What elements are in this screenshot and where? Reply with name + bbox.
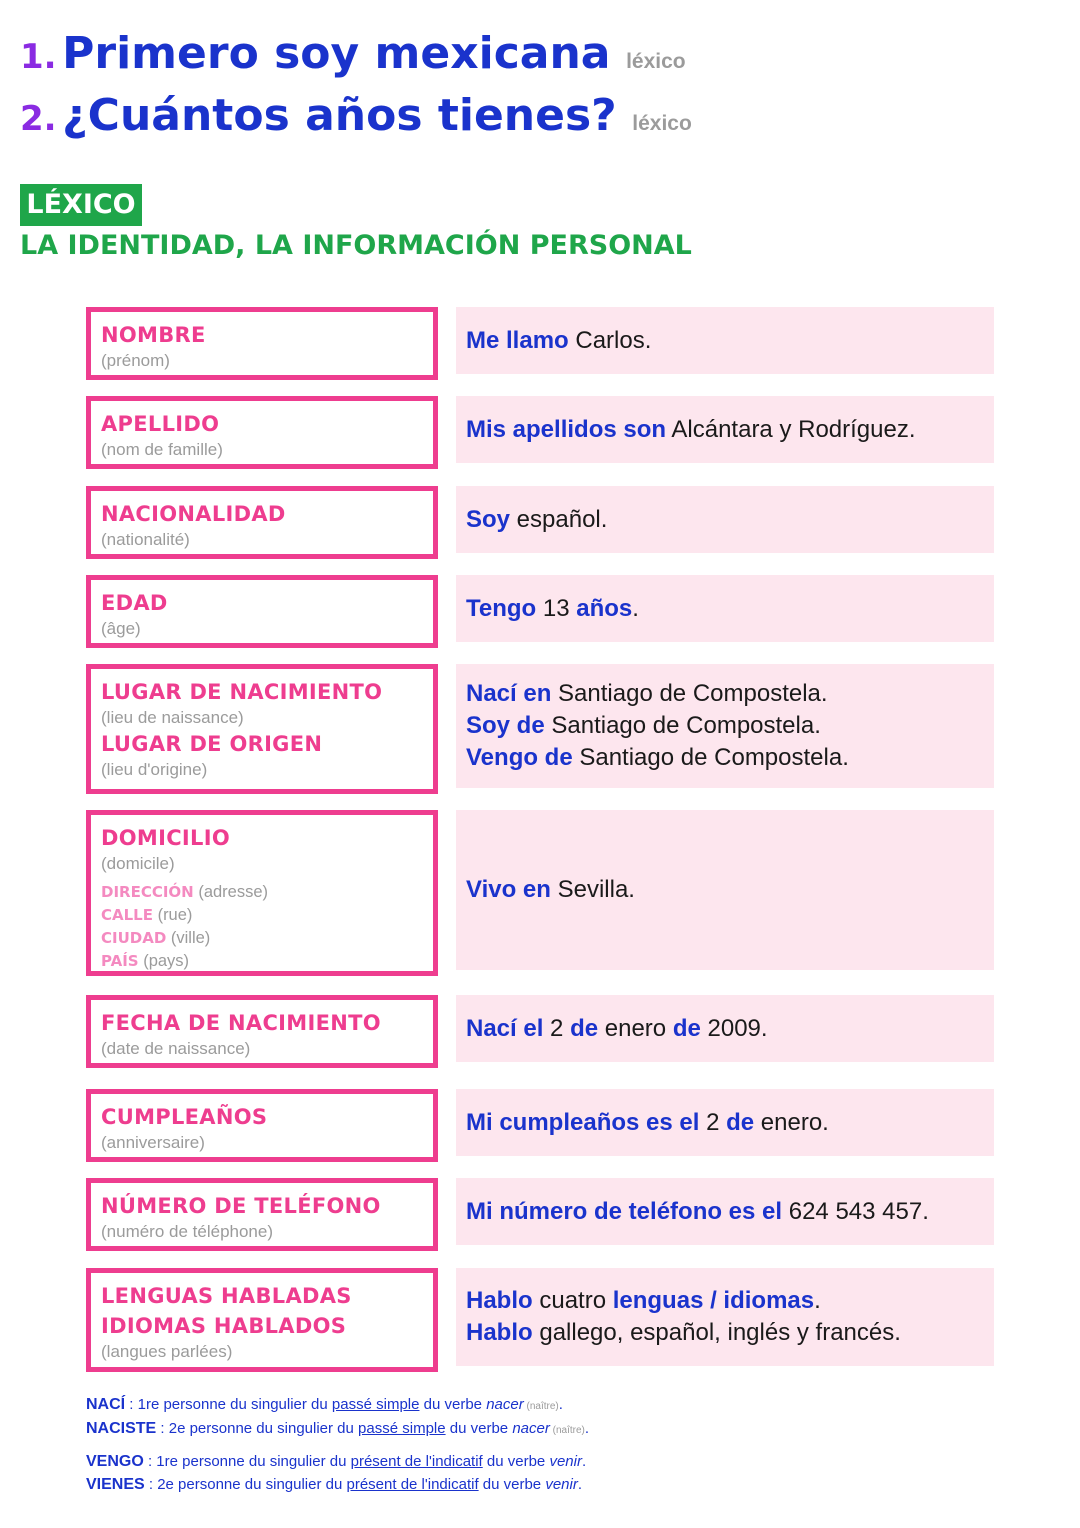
example-box-nombre [456,307,994,374]
label-box-cumpleanos [86,1089,438,1162]
example-box-cumpleanos [456,1089,994,1156]
label-heading: DOMICILIO [101,826,230,850]
footnote-vienes: VIENES : 2e personne du singulier du présent de l'indicatif du verbe venir. [86,1476,583,1493]
label-heading: CUMPLEAÑOS [101,1105,268,1129]
example-sentence: Mis apellidos son Alcántara y Rodríguez. [466,415,916,443]
label-heading: NOMBRE [101,323,206,347]
label-translation: (nom de famille) [101,440,223,459]
label-heading-2: IDIOMAS HABLADOS [101,1314,347,1338]
title-2-number: 2. [20,99,57,139]
example-box-nacionalidad [456,486,994,553]
example-sentence-3: Vengo de Santiago de Compostela. [466,744,849,771]
sub-item-direccion: DIRECCIÓN (adresse) [101,883,269,901]
label-heading-2: LUGAR DE ORIGEN [101,732,323,756]
example-box-lugar [456,664,994,788]
label-translation: (langues parlées) [101,1342,233,1361]
label-heading: LENGUAS HABLADAS [101,1284,352,1308]
example-box-edad [456,575,994,642]
label-box-fecha [86,995,438,1068]
label-translation-2: (lieu d'origine) [101,760,208,779]
title-2 [20,90,692,141]
example-sentence: Nací el 2 de enero de 2009. [466,1014,768,1042]
sub-item-ciudad: CIUDAD (ville) [101,929,211,947]
label-translation: (numéro de téléphone) [101,1222,274,1241]
title-1-text: Primero soy mexicana [62,28,611,79]
label-translation: (prénom) [101,351,170,370]
label-heading: NACIONALIDAD [101,502,286,526]
footnote-naci: NACÍ : 1re personne du singulier du passé simple du verbe nacer (naître). [86,1396,563,1413]
label-heading: NÚMERO DE TELÉFONO [101,1194,381,1218]
example-sentence: Vivo en Sevilla. [466,876,635,903]
example-sentence-2: Soy de Santiago de Compostela. [466,712,821,739]
example-box-fecha [456,995,994,1062]
lexico-badge: LÉXICO [20,184,142,226]
footnote-vengo: VENGO : 1re personne du singulier du présent de l'indicatif du verbe venir. [86,1453,587,1470]
label-translation: (lieu de naissance) [101,708,244,727]
footnote-naciste: NACISTE : 2e personne du singulier du passé simple du verbe nacer (naître). [86,1420,590,1437]
example-box-domicilio [456,810,994,970]
label-box-apellido [86,396,438,469]
section-subtitle: LA IDENTIDAD, LA INFORMACIÓN PERSONAL [20,230,692,261]
label-heading: FECHA DE NACIMIENTO [101,1011,381,1035]
example-sentence: Mi número de teléfono es el 624 543 457. [466,1197,929,1225]
title-1 [20,28,686,79]
example-box-apellido [456,396,994,463]
title-1-number: 1. [20,37,57,77]
example-sentence-1: Hablo cuatro lenguas / idiomas. [466,1287,821,1314]
label-heading: LUGAR DE NACIMIENTO [101,680,383,704]
label-box-lugar [86,664,438,794]
label-heading: APELLIDO [101,412,220,436]
example-box-telefono [456,1178,994,1245]
sub-item-calle: CALLE (rue) [101,906,193,924]
example-sentence: Tengo 13 años. [466,594,639,622]
example-sentence: Soy español. [466,505,608,533]
label-translation: (anniversaire) [101,1133,205,1152]
sub-item-pais: PAÍS (pays) [101,952,190,970]
label-translation: (date de naissance) [101,1039,251,1058]
label-box-lenguas [86,1268,438,1372]
label-box-edad [86,575,438,648]
label-box-telefono [86,1178,438,1251]
label-box-domicilio [86,810,438,976]
example-sentence: Me llamo Carlos. [466,326,652,354]
example-sentence-2: Hablo gallego, español, inglés y francés. [466,1319,901,1346]
label-heading: EDAD [101,591,168,615]
title-2-text: ¿Cuántos años tienes? [62,90,617,141]
example-box-lenguas [456,1268,994,1366]
label-box-nombre [86,307,438,380]
example-sentence: Mi cumpleaños es el 2 de enero. [466,1108,829,1136]
label-translation: (domicile) [101,854,175,873]
label-box-nacionalidad [86,486,438,559]
title-2-tag: léxico [632,112,692,135]
label-translation: (âge) [101,619,141,638]
title-1-tag: léxico [626,50,686,73]
label-translation: (nationalité) [101,530,190,549]
example-sentence-1: Nací en Santiago de Compostela. [466,680,828,707]
